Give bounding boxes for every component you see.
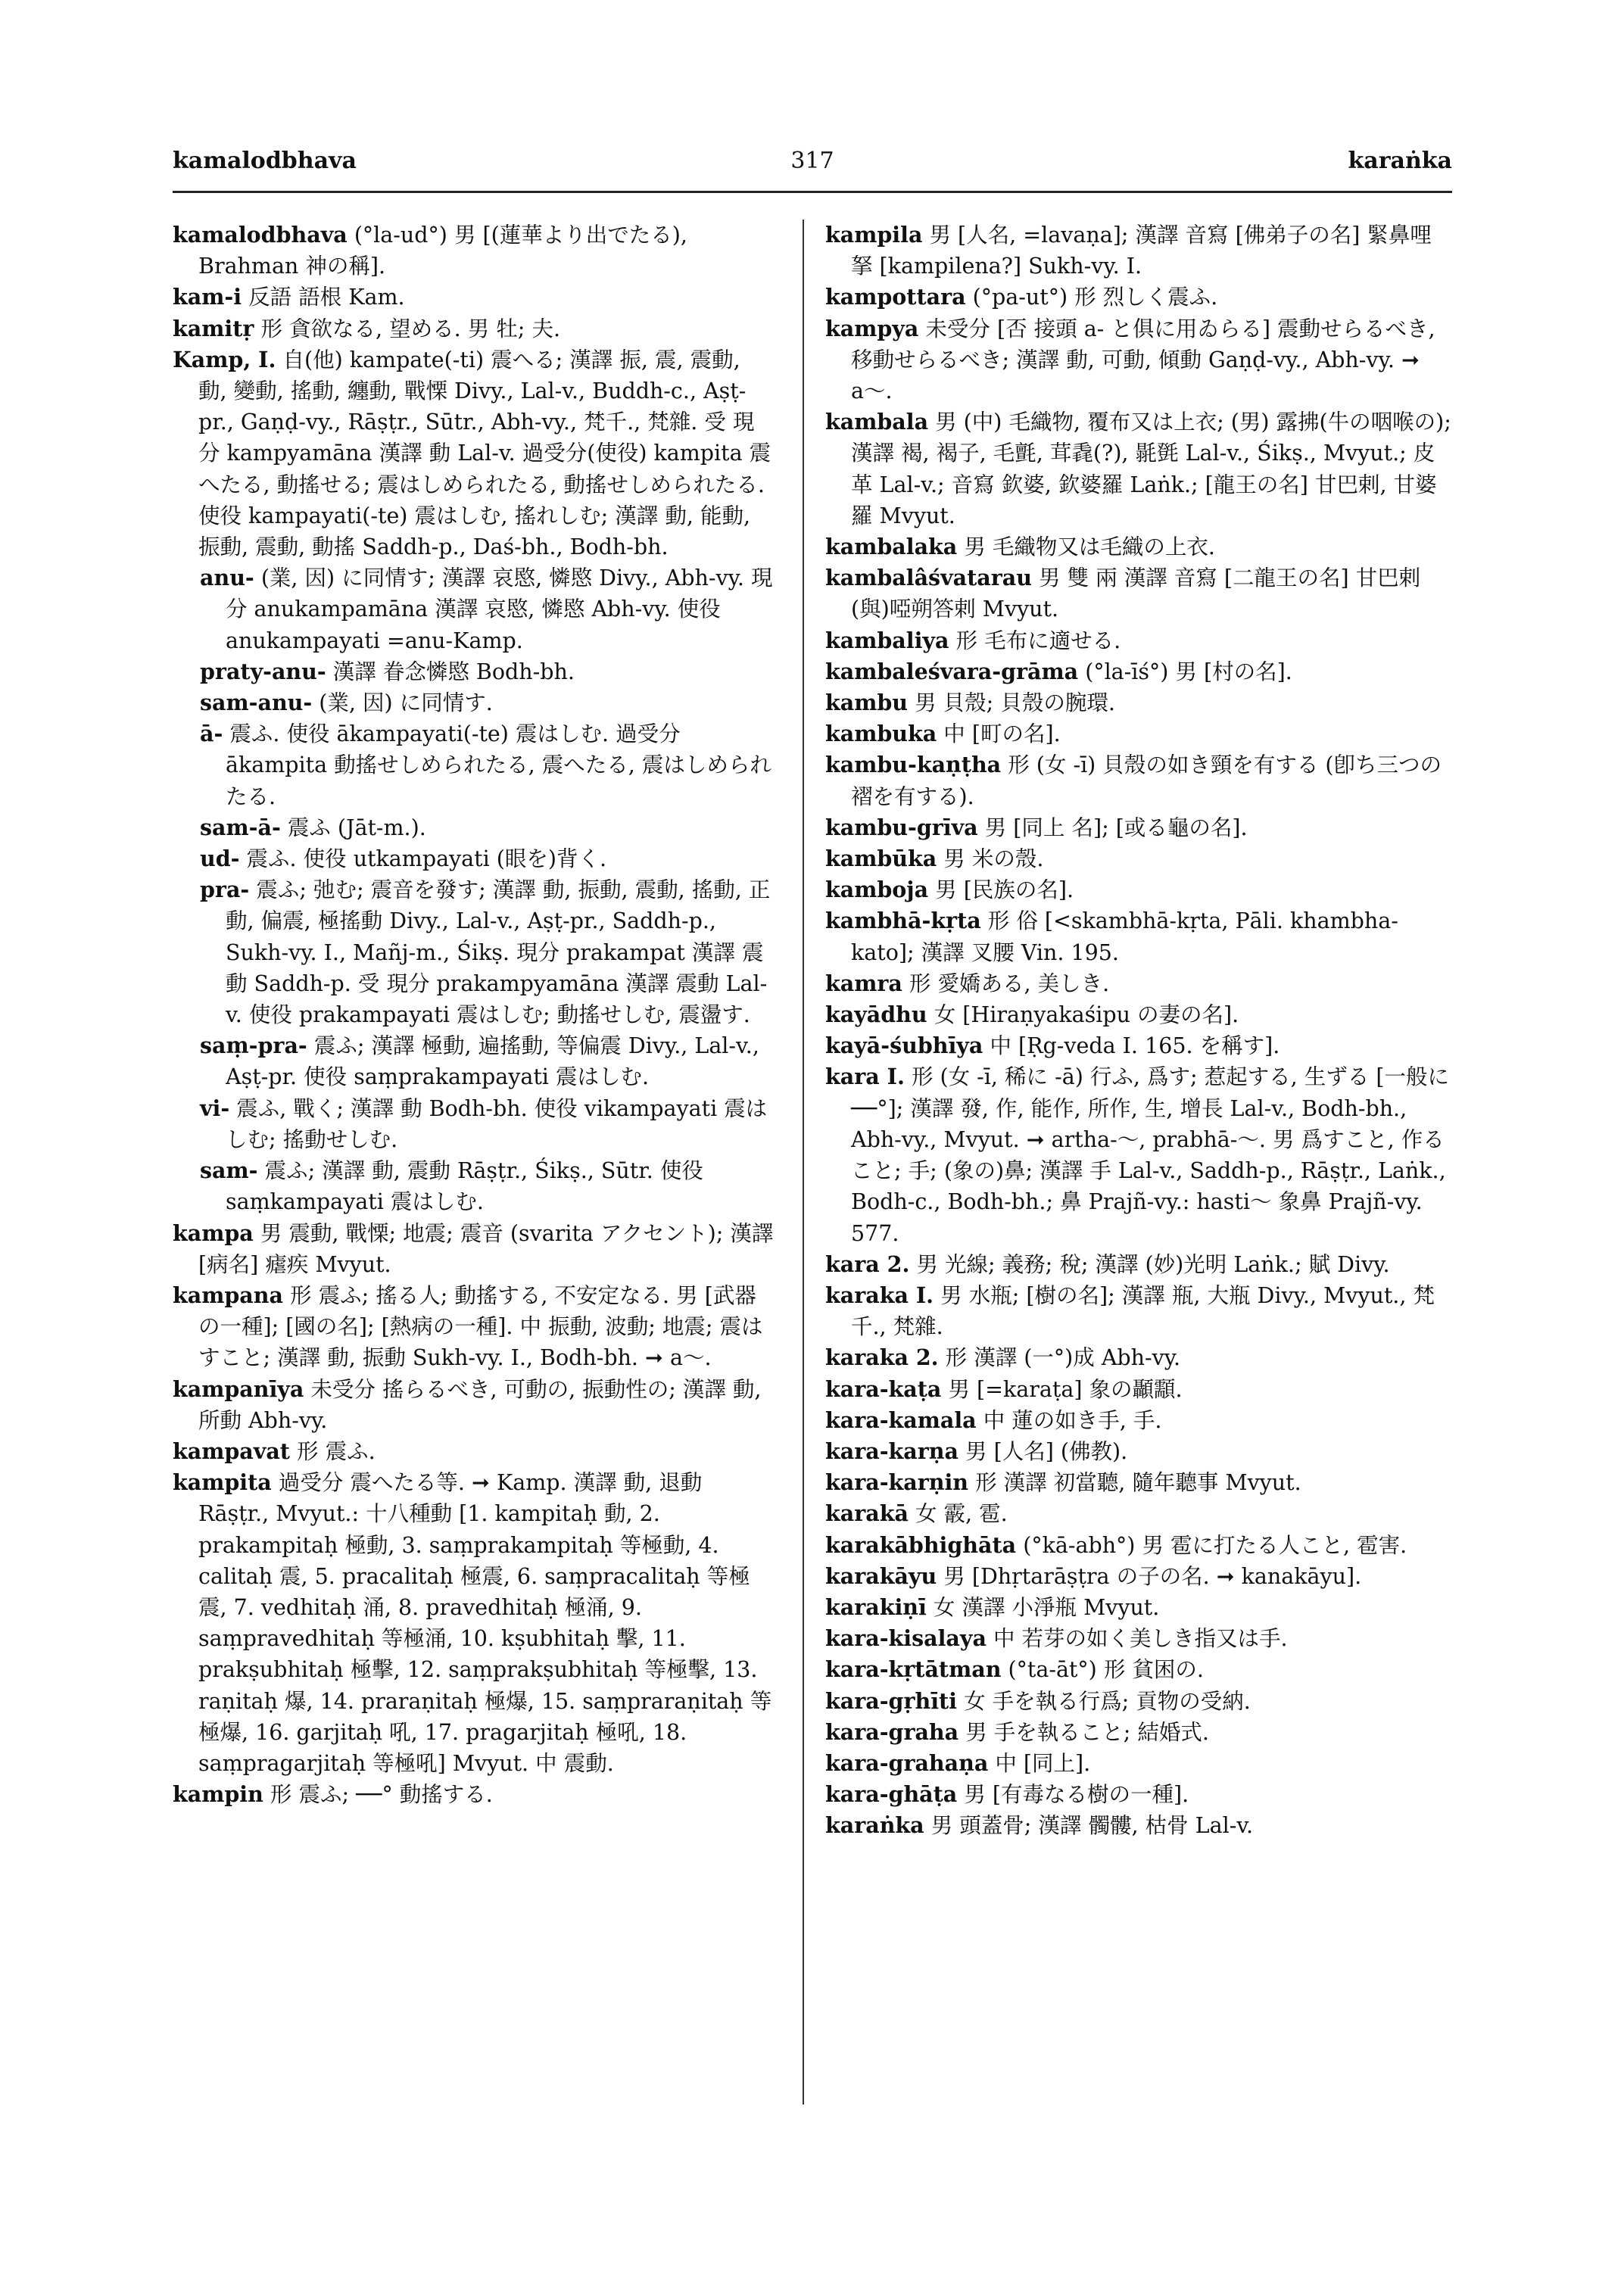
definition-text: 過受分 震へたる等. ➞ Kamp. 漢譯 動, 退動 Rāṣṭr., Mvyut.: 十八種動 [1. kampitaḥ 動, 2. prakampitaḥ 極動, 3. saṃprakampitaḥ 等極動, 4. calitaḥ 震, 5. pracalitaḥ 極震, 6. saṃpracalitaḥ 等極震, 7. vedhitaḥ 涌, 8. pravedhitaḥ 極涌, 9. saṃpravedhitaḥ 等極涌, 10. kṣubhitaḥ 擊, 11. prakṣubhitaḥ 極擊, 12. saṃprakṣubhitaḥ 等極擊, 13. raṇitaḥ 爆, 14. praraṇitaḥ 極爆, 15. saṃpraraṇitaḥ 等極爆, 16. garjitaḥ 吼, 17. pragarjitaḥ 極吼, 18. saṃpragarjitaḥ 等極吼] Mvyut. 中 震動. xyxy=(198,1470,772,1776)
headword: kara-kisalaya xyxy=(825,1625,987,1652)
definition-text: 形 漢譯 (一°)成 Abh-vy. xyxy=(945,1345,1181,1371)
definition-text: 男 震動, 戰慄; 地震; 震音 (svarita アクセント); 漢譯 [病名] 瘧疾 Mvyut. xyxy=(198,1220,774,1277)
definition-text: 男 [=karaṭa] 象の顳顬. xyxy=(948,1376,1183,1402)
dictionary-entry xyxy=(825,1810,1452,1841)
headword: kamitṛ xyxy=(173,315,254,341)
dictionary-entry xyxy=(825,531,1452,562)
dictionary-entry xyxy=(825,687,1452,718)
dictionary-entry xyxy=(173,687,775,718)
headword: ā- xyxy=(200,721,223,747)
dictionary-entry xyxy=(173,1467,775,1779)
definition-text: (°la-īś°) 男 [村の名]. xyxy=(1085,659,1292,684)
dictionary-entry xyxy=(825,562,1452,625)
dictionary-entry xyxy=(173,1436,775,1467)
headword: kampita xyxy=(173,1469,272,1496)
headword: kambaleśvara-grāma xyxy=(825,658,1079,684)
definition-text: 形 俗 [<skambhā-kṛta, Pāli. khambha-kato]; 漢譯 叉腰 Vin. 195. xyxy=(851,908,1398,965)
dictionary-entry xyxy=(173,1155,775,1217)
definition-text: (°ta-āt°) 形 貧困の. xyxy=(1008,1657,1204,1683)
headword: kambu-grīva xyxy=(825,814,978,840)
right-column xyxy=(825,220,1452,1842)
dictionary-entry xyxy=(173,874,775,1030)
headword: kampavat xyxy=(173,1438,290,1464)
dictionary-entry xyxy=(825,1498,1452,1529)
dictionary-entry xyxy=(173,1218,775,1280)
dictionary-entry xyxy=(825,749,1452,812)
headword: kara-kṛtātman xyxy=(825,1656,1002,1683)
headword: kampya xyxy=(825,315,919,341)
headword: kambalaka xyxy=(825,534,958,560)
headword: kambalâśvatarau xyxy=(825,565,1032,591)
dictionary-entry xyxy=(825,1374,1452,1405)
headword: kamra xyxy=(825,970,902,996)
definition-text: 中 [Ṛg-veda I. 165. を稱す]. xyxy=(990,1033,1280,1059)
definition-text: 形 愛嬌ある, 美しき. xyxy=(909,970,1110,996)
headword: kara-grahaṇa xyxy=(825,1749,989,1776)
definition-text: 男 [人名] (佛教). xyxy=(965,1438,1128,1464)
headword: karakiṇī xyxy=(825,1594,927,1620)
headword: kambaliya xyxy=(825,627,949,653)
definition-text: 男 [Dhṛtarāṣṭra の子の名. ➞ kanakāyu]. xyxy=(943,1563,1362,1589)
headword: kambala xyxy=(825,409,929,435)
dictionary-entry xyxy=(825,1748,1452,1779)
dictionary-entry xyxy=(173,313,775,344)
dictionary-entry xyxy=(825,1561,1452,1592)
definition-text: 反語 語根 Kam. xyxy=(248,285,405,310)
definition-text: (°pa-ut°) 形 烈しく震ふ. xyxy=(972,285,1218,310)
left-column xyxy=(173,220,775,1810)
dictionary-entry xyxy=(825,1280,1452,1342)
dictionary-entry xyxy=(173,1280,775,1374)
definition-text: 未受分 搖らるべき, 可動の, 振動性の; 漢譯 動, 所動 Abh-vy. xyxy=(198,1376,762,1433)
definition-text: 男 光線; 義務; 稅; 漢譯 (妙)光明 Laṅk.; 賦 Divy. xyxy=(916,1251,1390,1277)
dictionary-entry xyxy=(173,656,775,687)
definition-text: 漢譯 眷念憐愍 Bodh-bh. xyxy=(332,659,575,684)
headword: kampin xyxy=(173,1781,263,1808)
left-guide-word: kamalodbhava xyxy=(173,148,357,174)
definition-text: 未受分 [否 接頭 a- と俱に用ゐらる] 震動せらるべき, 移動せらるべき; 漢譯 動, 可動, 傾動 Gaṇḍ-vy., Abh-vy. ➞ a〜. xyxy=(851,316,1435,404)
dictionary-entry xyxy=(825,313,1452,407)
headword: kam-i xyxy=(173,284,242,310)
dictionary-entry xyxy=(825,718,1452,749)
definition-text: 女 漢譯 小淨瓶 Mvyut. xyxy=(933,1594,1160,1620)
definition-text: 中 蓮の如き手, 手. xyxy=(983,1407,1162,1433)
headword: pra- xyxy=(200,877,250,903)
definition-text: 男 手を執ること; 結婚式. xyxy=(965,1719,1209,1745)
definition-text: (°kā-abh°) 男 雹に打たる人こと, 雹害. xyxy=(1023,1532,1407,1558)
headword: kara I. xyxy=(825,1064,905,1090)
definition-text: 震ふ. 使役 ākampayati(-te) 震はしむ. 過受分 ākampita 動搖せしめられたる, 震へたる, 震はしめられたる. xyxy=(226,721,771,809)
definition-text: 形 震ふ; 搖る人; 動搖する, 不安定なる. 男 [武器の一種]; [國の名]; [熱病の一種]. 中 振動, 波動; 地震; 震はすこと; 漢譯 動, 振動 Sukh-vy. I., Bodh-bh. ➞ a〜. xyxy=(198,1282,763,1371)
headword: karaka 2. xyxy=(825,1344,939,1371)
definition-text: 中 [町の名]. xyxy=(943,721,1061,747)
headword: karakā xyxy=(825,1500,909,1527)
dictionary-entry xyxy=(825,843,1452,874)
definition-text: 男 毛織物又は毛織の上衣. xyxy=(964,534,1215,560)
running-header xyxy=(173,148,1452,185)
headword: karakābhighāta xyxy=(825,1531,1017,1558)
dictionary-entry xyxy=(825,1405,1452,1436)
dictionary-entry xyxy=(825,1436,1452,1467)
dictionary-entry xyxy=(173,812,775,843)
headword: kamboja xyxy=(825,877,929,903)
definition-text: 形 震ふ. xyxy=(297,1438,376,1464)
definition-text: 震ふ; 漢譯 動, 震動 Rāṣṭr., Śikṣ., Sūtr. 使役 saṃkampayati 震はしむ. xyxy=(226,1158,703,1215)
headword: sam- xyxy=(200,1157,258,1184)
dictionary-entry xyxy=(825,1623,1452,1654)
headword: kambhā-kṛta xyxy=(825,908,981,934)
dictionary-entry xyxy=(173,344,775,562)
headword: kampanīya xyxy=(173,1375,304,1402)
dictionary-entry xyxy=(825,1342,1452,1373)
headword: kampana xyxy=(173,1282,283,1308)
dictionary-entry xyxy=(825,968,1452,999)
headword: kampottara xyxy=(825,284,966,310)
headword: karaṅka xyxy=(825,1812,924,1839)
definition-text: 形 震ふ; ──° 動搖する. xyxy=(270,1782,493,1808)
definition-text: 自(他) kampate(-ti) 震へる; 漢譯 振, 震, 震動, 動, 變動, 搖動, 纏動, 戰慄 Divy., Lal-v., Buddh-c., Aṣṭ-pr., Gaṇḍ-vy., Rāṣṭr., Sūtr., Abh-vy., 梵千., 梵雜. 受 現分 kampyamāna 漢譯 動 Lal-v. 過受分(使役) kampita 震へたる, 動搖せる; 震はしめられたる, 動搖せしめられたる. 使役 kampayati(-te) 震はしむ, 搖れしむ; 漢譯 動, 能動, 振動, 震動, 動搖 Saddh-p., Daś-bh., Bodh-bh. xyxy=(198,347,771,560)
dictionary-entry xyxy=(173,718,775,812)
definition-text: 形 毛布に適せる. xyxy=(955,628,1121,653)
dictionary-entry xyxy=(825,282,1452,313)
headword: praty-anu- xyxy=(200,658,326,684)
dictionary-entry xyxy=(173,1093,775,1155)
headword: kayādhu xyxy=(825,1002,927,1028)
headword: kara 2. xyxy=(825,1251,910,1277)
headword: kampila xyxy=(825,222,923,248)
headword: sam-ā- xyxy=(200,814,281,840)
definition-text: 形 (女 -ī) 貝殼の如き頸を有する (卽ち三つの褶を有する). xyxy=(851,752,1442,809)
headword: Kamp, I. xyxy=(173,346,276,372)
headword: vi- xyxy=(200,1095,230,1121)
dictionary-entry xyxy=(825,1030,1452,1061)
dictionary-entry xyxy=(825,1686,1452,1717)
dictionary-entry xyxy=(825,407,1452,531)
definition-text: 形 貪欲なる, 望める. 男 牡; 夫. xyxy=(260,316,561,341)
dictionary-entry xyxy=(825,999,1452,1030)
dictionary-entry xyxy=(173,562,775,656)
headword: kambūka xyxy=(825,846,937,872)
definition-text: (°la-ud°) 男 [(蓮華より出でたる), Brahman 神の稱]. xyxy=(198,223,687,279)
headword: kamalodbhava xyxy=(173,222,348,248)
dictionary-entry xyxy=(825,656,1452,687)
definition-text: 男 水瓶; [樹の名]; 漢譯 瓶, 大瓶 Divy., Mvyut., 梵千., 梵雜. xyxy=(851,1282,1435,1340)
headword: kara-graha xyxy=(825,1718,959,1745)
definition-text: 男 [民族の名]. xyxy=(935,877,1074,903)
definition-text: 中 若芽の如く美しき指又は手. xyxy=(993,1626,1288,1652)
dictionary-entry xyxy=(825,1654,1452,1685)
dictionary-entry xyxy=(173,1779,775,1810)
dictionary-entry xyxy=(173,1374,775,1436)
dictionary-entry xyxy=(825,874,1452,905)
dictionary-entry xyxy=(825,1779,1452,1810)
definition-text: 男 頭蓋骨; 漢譯 髑髏, 枯骨 Lal-v. xyxy=(930,1813,1254,1839)
dictionary-entry xyxy=(825,1717,1452,1748)
definition-text: 女 [Hiraṇyakaśipu の妻の名]. xyxy=(934,1002,1239,1028)
definition-text: 震ふ. 使役 utkampayati (眼を)背く. xyxy=(246,846,607,872)
headword: kara-karṇa xyxy=(825,1438,959,1464)
dictionary-entry xyxy=(173,1030,775,1092)
definition-text: 男 [有毒なる樹の一種]. xyxy=(964,1782,1189,1808)
headword: kambu xyxy=(825,690,909,716)
dictionary-entry xyxy=(825,625,1452,656)
definition-text: 男 [同上 名]; [或る龜の名]. xyxy=(984,815,1248,840)
definition-text: 男 米の殼. xyxy=(943,846,1044,872)
headword: kambu-kaṇṭha xyxy=(825,752,1002,778)
definition-text: 女 手を執る行爲; 貢物の受納. xyxy=(964,1688,1251,1714)
dictionary-entry xyxy=(173,220,775,282)
dictionary-entry xyxy=(173,282,775,313)
headword: karaka I. xyxy=(825,1282,934,1308)
headword: saṃ-pra- xyxy=(200,1033,307,1059)
definition-text: 震ふ (Jāt-m.). xyxy=(287,815,426,840)
definition-text: 男 貝殼; 貝殼の腕環. xyxy=(915,690,1115,716)
headword: ud- xyxy=(200,846,240,872)
headword: sam-anu- xyxy=(200,690,313,716)
dictionary-entry xyxy=(825,1061,1452,1248)
definition-text: 震ふ, 戰く; 漢譯 動 Bodh-bh. 使役 vikampayati 震はしむ; 搖動せしむ. xyxy=(226,1095,768,1152)
definition-text: 形 (女 -ī, 稀に -ā) 行ふ, 爲す; 惹起する, 生ずる [一般に ──°]; 漢譯 發, 作, 能作, 所作, 生, 增長 Lal-v., Bodh-bh., Abh-vy., Mvyut. ➞ artha-〜, prabhā-〜. 男 爲すこと, 作ること; 手; (象の)鼻; 漢譯 手 Lal-v., Saddh-p., Rāṣṭr., Laṅk., Bodh-c., Bodh-bh.; 鼻 Prajñ-vy.: hasti〜 象鼻 Prajñ-vy. 577. xyxy=(851,1064,1449,1246)
definition-text: (業, 因) に同情す. xyxy=(319,690,493,716)
headword: kayā-śubhīya xyxy=(825,1033,983,1059)
definition-text: 男 [人名, =lavaṇa]; 漢譯 音寫 [佛弟子の名] 緊鼻哩拏 [kampilena?] Sukh-vy. I. xyxy=(851,223,1432,279)
definition-text: 中 [同上]. xyxy=(995,1750,1091,1776)
definition-text: (業, 因) に同情す; 漢譯 哀愍, 憐愍 Divy., Abh-vy. 現分 anukampamāna 漢譯 哀愍, 憐愍 Abh-vy. 使役 anukampayati =anu-Kamp. xyxy=(226,565,773,653)
headword: kampa xyxy=(173,1220,254,1246)
headword: kara-gṛhīti xyxy=(825,1687,958,1714)
definition-text: 女 霰, 雹. xyxy=(915,1501,1008,1527)
definition-text: 男 雙 兩 漢譯 音寫 [二龍王の名] 甘巴剌(與)啞朔答剌 Mvyut. xyxy=(851,565,1421,622)
definition-text: 男 (中) 毛織物, 覆布又は上衣; (男) 露拂(牛の咽喉の); 漢譯 褐, 褐子, 毛氈, 茸毳(?), 毾㲪 Lal-v., Śikṣ., Mvyut.; 皮革 Lal-v.; 音寫 欽婆, 欽婆羅 Laṅk.; [龍王の名] 甘巴剌, 甘婆羅 Mvyut. xyxy=(851,410,1451,528)
dictionary-entry xyxy=(825,220,1452,282)
right-guide-word: karaṅka xyxy=(1348,148,1452,174)
headword: anu- xyxy=(200,565,254,591)
definition-text: 形 漢譯 初當聽, 隨年聽事 Mvyut. xyxy=(975,1470,1301,1496)
dictionary-entry xyxy=(173,843,775,874)
header-rule xyxy=(173,191,1452,193)
headword: kara-kamala xyxy=(825,1407,977,1433)
dictionary-entry xyxy=(825,1467,1452,1498)
headword: karakāyu xyxy=(825,1562,937,1589)
headword: kambuka xyxy=(825,721,937,747)
dictionary-entry xyxy=(825,1592,1452,1623)
column-divider xyxy=(803,220,804,2105)
headword: kara-kaṭa xyxy=(825,1375,942,1402)
dictionary-entry xyxy=(825,905,1452,967)
page-number: 317 xyxy=(790,148,834,174)
definition-text: 震ふ; 漢譯 極動, 遍搖動, 等偏震 Divy., Lal-v., Aṣṭ-pr. 使役 saṃprakampayati 震はしむ. xyxy=(226,1033,759,1090)
dictionary-entry xyxy=(825,1249,1452,1280)
dictionary-entry xyxy=(825,812,1452,843)
dictionary-entry xyxy=(825,1530,1452,1561)
headword: kara-karṇin xyxy=(825,1469,969,1496)
definition-text: 震ふ; 弛む; 震音を發す; 漢譯 動, 振動, 震動, 搖動, 正動, 偏震, 極搖動 Divy., Lal-v., Aṣṭ-pr., Saddh-p., Sukh-vy. I., Mañj-m., Śikṣ. 現分 prakampat 漢譯 震動 Saddh-p. 受 現分 prakampyamāna 漢譯 震動 Lal-v. 使役 prakampayati 震はしむ; 動搖せしむ, 震盪す. xyxy=(226,877,771,1028)
headword: kara-ghāṭa xyxy=(825,1781,958,1808)
